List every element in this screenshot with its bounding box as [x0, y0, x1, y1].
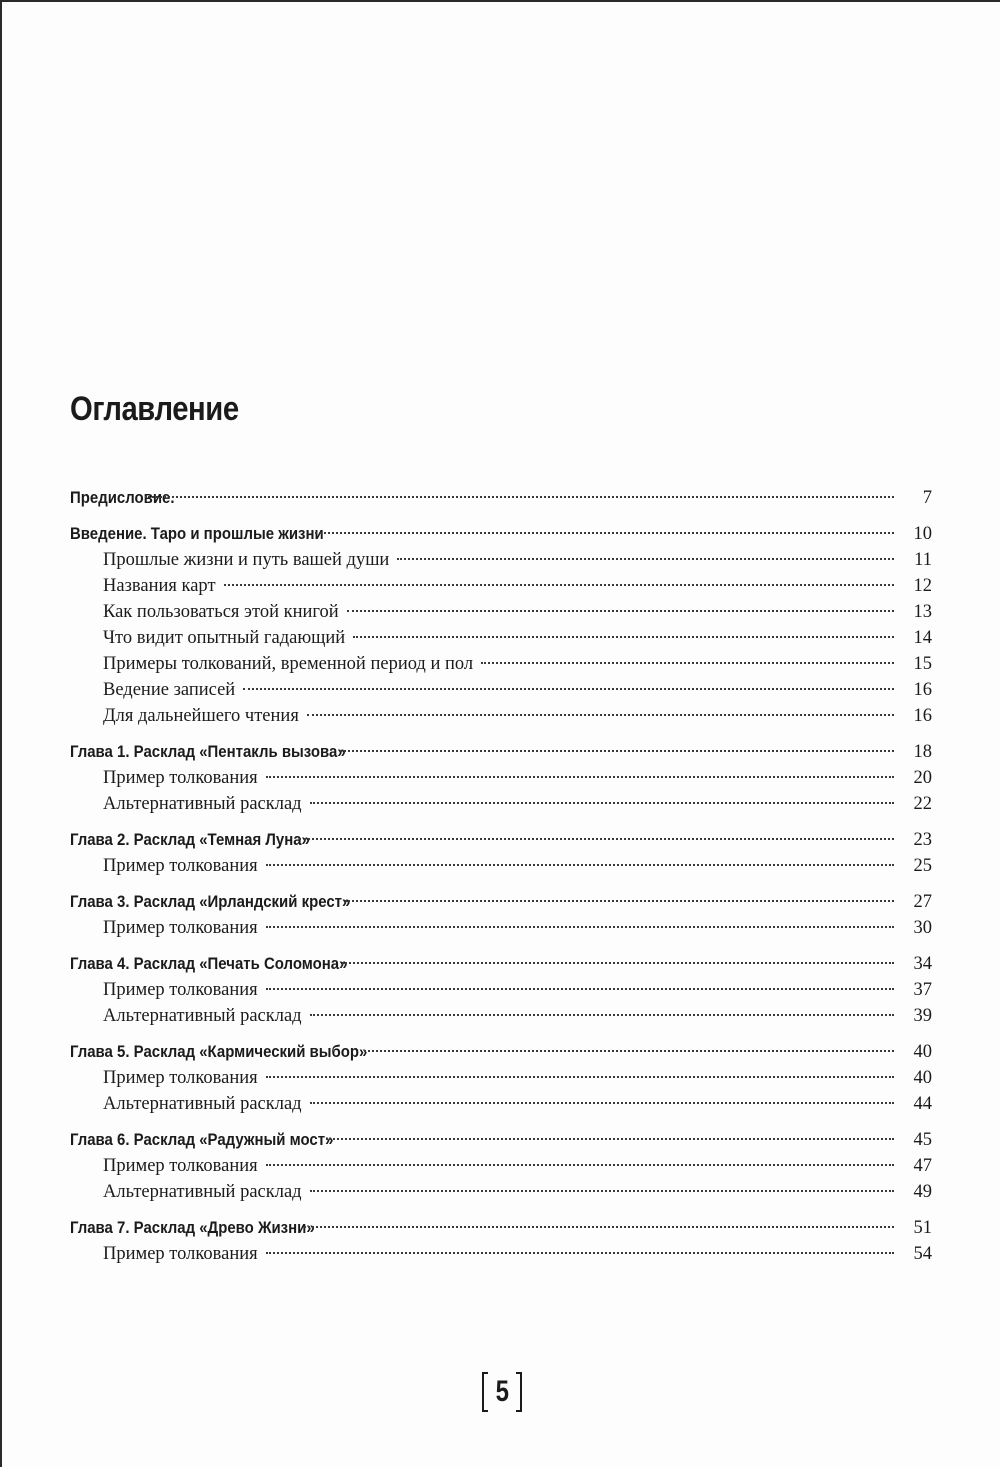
toc-subsection-entry — [70, 1241, 932, 1267]
toc-entry-page: 10 — [913, 524, 932, 544]
toc-entry-label: Предисловие. — [70, 488, 175, 507]
toc-section — [70, 951, 932, 1029]
toc-entry-label: Глава 2. Расклад «Темная Луна» — [70, 830, 310, 849]
dot-leader — [342, 962, 894, 964]
toc-entry-page: 39 — [913, 1006, 932, 1026]
dot-leader — [224, 584, 894, 586]
toc-subsection-entry — [70, 1065, 932, 1091]
toc-entry-label: Примеры толкований, временной период и пол — [103, 654, 474, 674]
toc-entry-page: 51 — [913, 1218, 932, 1238]
toc-section — [70, 1127, 932, 1205]
dot-leader — [266, 988, 894, 990]
toc-entry-page: 40 — [913, 1068, 932, 1088]
dot-leader — [310, 1190, 894, 1192]
dot-leader — [266, 864, 894, 866]
toc-entry-label: Альтернативный расклад — [103, 1006, 302, 1026]
dot-leader — [326, 1138, 894, 1140]
toc-entry-label: Введение. Таро и прошлые жизни — [70, 524, 324, 543]
toc-entry-label: Глава 7. Расклад «Древо Жизни» — [70, 1218, 315, 1237]
toc-entry-page: 27 — [913, 892, 932, 912]
toc-entry-label: Как пользоваться этой книгой — [103, 602, 339, 622]
toc-entry-page: 47 — [913, 1156, 932, 1176]
dot-leader — [310, 1102, 894, 1104]
toc-subsection-entry — [70, 599, 932, 625]
toc-subsection-entry — [70, 625, 932, 651]
toc-entry-label: Пример толкования — [103, 1244, 258, 1264]
dot-leader — [347, 610, 894, 612]
toc-subsection-entry — [70, 791, 932, 817]
dot-leader — [304, 1226, 894, 1228]
toc-entry-page: 54 — [913, 1244, 932, 1264]
toc-entry-page: 13 — [913, 602, 932, 622]
dot-leader — [345, 900, 894, 902]
toc-chapter-entry — [70, 1215, 932, 1241]
toc-section — [70, 1215, 932, 1267]
toc-entry-page: 20 — [913, 768, 932, 788]
page-title: Оглавление — [70, 390, 239, 428]
page-number — [482, 1372, 522, 1412]
toc-subsection-entry — [70, 573, 932, 599]
toc-section — [70, 1039, 932, 1117]
toc-entry-page: 18 — [913, 742, 932, 762]
toc-chapter-entry — [70, 1039, 932, 1065]
toc-entry-page: 22 — [913, 794, 932, 814]
toc-entry-label: Пример толкования — [103, 980, 258, 1000]
toc-entry-page: 16 — [913, 706, 932, 726]
toc-subsection-entry — [70, 977, 932, 1003]
toc-entry-page: 14 — [913, 628, 932, 648]
toc-entry-label: Глава 3. Расклад «Ирландский крест» — [70, 892, 351, 911]
toc-entry-label: Пример толкования — [103, 1068, 258, 1088]
dot-leader — [145, 496, 894, 498]
toc-chapter-entry — [70, 521, 932, 547]
toc-entry-page: 30 — [913, 918, 932, 938]
dot-leader — [266, 1076, 894, 1078]
toc-chapter-entry — [70, 739, 932, 765]
dot-leader — [340, 750, 894, 752]
toc-entry-page: 11 — [914, 550, 932, 570]
dot-leader — [481, 662, 894, 664]
dot-leader — [310, 802, 894, 804]
toc-entry-label: Глава 6. Расклад «Радужный мост» — [70, 1130, 334, 1149]
toc-subsection-entry — [70, 765, 932, 791]
toc-subsection-entry — [70, 915, 932, 941]
dot-leader — [307, 714, 894, 716]
toc-entry-page: 7 — [922, 488, 932, 508]
dot-leader — [266, 926, 894, 928]
page-number-value: 5 — [495, 1375, 509, 1408]
toc-entry-page: 40 — [913, 1042, 932, 1062]
toc-entry-label: Пример толкования — [103, 1156, 258, 1176]
toc-subsection-entry — [70, 1179, 932, 1205]
toc-entry-label: Названия карт — [103, 576, 216, 596]
toc-section — [70, 485, 932, 511]
toc-chapter-entry — [70, 951, 932, 977]
toc-entry-label: Глава 1. Расклад «Пентакль вызова» — [70, 742, 346, 761]
toc-entry-page: 25 — [913, 856, 932, 876]
dot-leader — [353, 636, 894, 638]
toc-section — [70, 827, 932, 879]
dot-leader — [364, 1050, 894, 1052]
table-of-contents — [70, 485, 932, 1277]
dot-leader — [266, 1252, 894, 1254]
right-bracket-icon — [516, 1372, 522, 1412]
toc-entry-page: 37 — [913, 980, 932, 1000]
toc-entry-page: 15 — [913, 654, 932, 674]
toc-section — [70, 889, 932, 941]
toc-entry-label: Прошлые жизни и путь вашей души — [103, 550, 390, 570]
toc-section — [70, 521, 932, 729]
dot-leader — [243, 688, 894, 690]
toc-entry-page: 12 — [913, 576, 932, 596]
dot-leader — [315, 532, 894, 534]
toc-entry-page: 34 — [913, 954, 932, 974]
toc-entry-label: Пример толкования — [103, 856, 258, 876]
toc-entry-label: Глава 5. Расклад «Кармический выбор» — [70, 1042, 368, 1061]
toc-entry-label: Пример толкования — [103, 768, 258, 788]
dot-leader — [266, 776, 894, 778]
toc-subsection-entry — [70, 677, 932, 703]
toc-entry-page: 23 — [913, 830, 932, 850]
toc-entry-label: Альтернативный расклад — [103, 1182, 302, 1202]
dot-leader — [310, 1014, 894, 1016]
toc-entry-label: Альтернативный расклад — [103, 1094, 302, 1114]
toc-subsection-entry — [70, 651, 932, 677]
toc-entry-label: Для дальнейшего чтения — [103, 706, 299, 726]
toc-entry-label: Пример толкования — [103, 918, 258, 938]
toc-entry-page: 49 — [913, 1182, 932, 1202]
dot-leader — [299, 838, 894, 840]
toc-entry-label: Что видит опытный гадающий — [103, 628, 346, 648]
toc-chapter-entry — [70, 485, 932, 511]
toc-entry-page: 16 — [913, 680, 932, 700]
dot-leader — [397, 558, 894, 560]
toc-subsection-entry — [70, 1003, 932, 1029]
dot-leader — [266, 1164, 894, 1166]
toc-section — [70, 739, 932, 817]
left-bracket-icon — [482, 1372, 488, 1412]
toc-entry-label: Ведение записей — [103, 680, 236, 700]
toc-entry-page: 44 — [913, 1094, 932, 1114]
toc-chapter-entry — [70, 1127, 932, 1153]
toc-subsection-entry — [70, 1091, 932, 1117]
toc-subsection-entry — [70, 547, 932, 573]
toc-entry-label: Глава 4. Расклад «Печать Соломона» — [70, 954, 348, 973]
toc-chapter-entry — [70, 889, 932, 915]
toc-subsection-entry — [70, 853, 932, 879]
toc-subsection-entry — [70, 1153, 932, 1179]
toc-entry-label: Альтернативный расклад — [103, 794, 302, 814]
toc-subsection-entry — [70, 703, 932, 729]
toc-chapter-entry — [70, 827, 932, 853]
toc-entry-page: 45 — [913, 1130, 932, 1150]
